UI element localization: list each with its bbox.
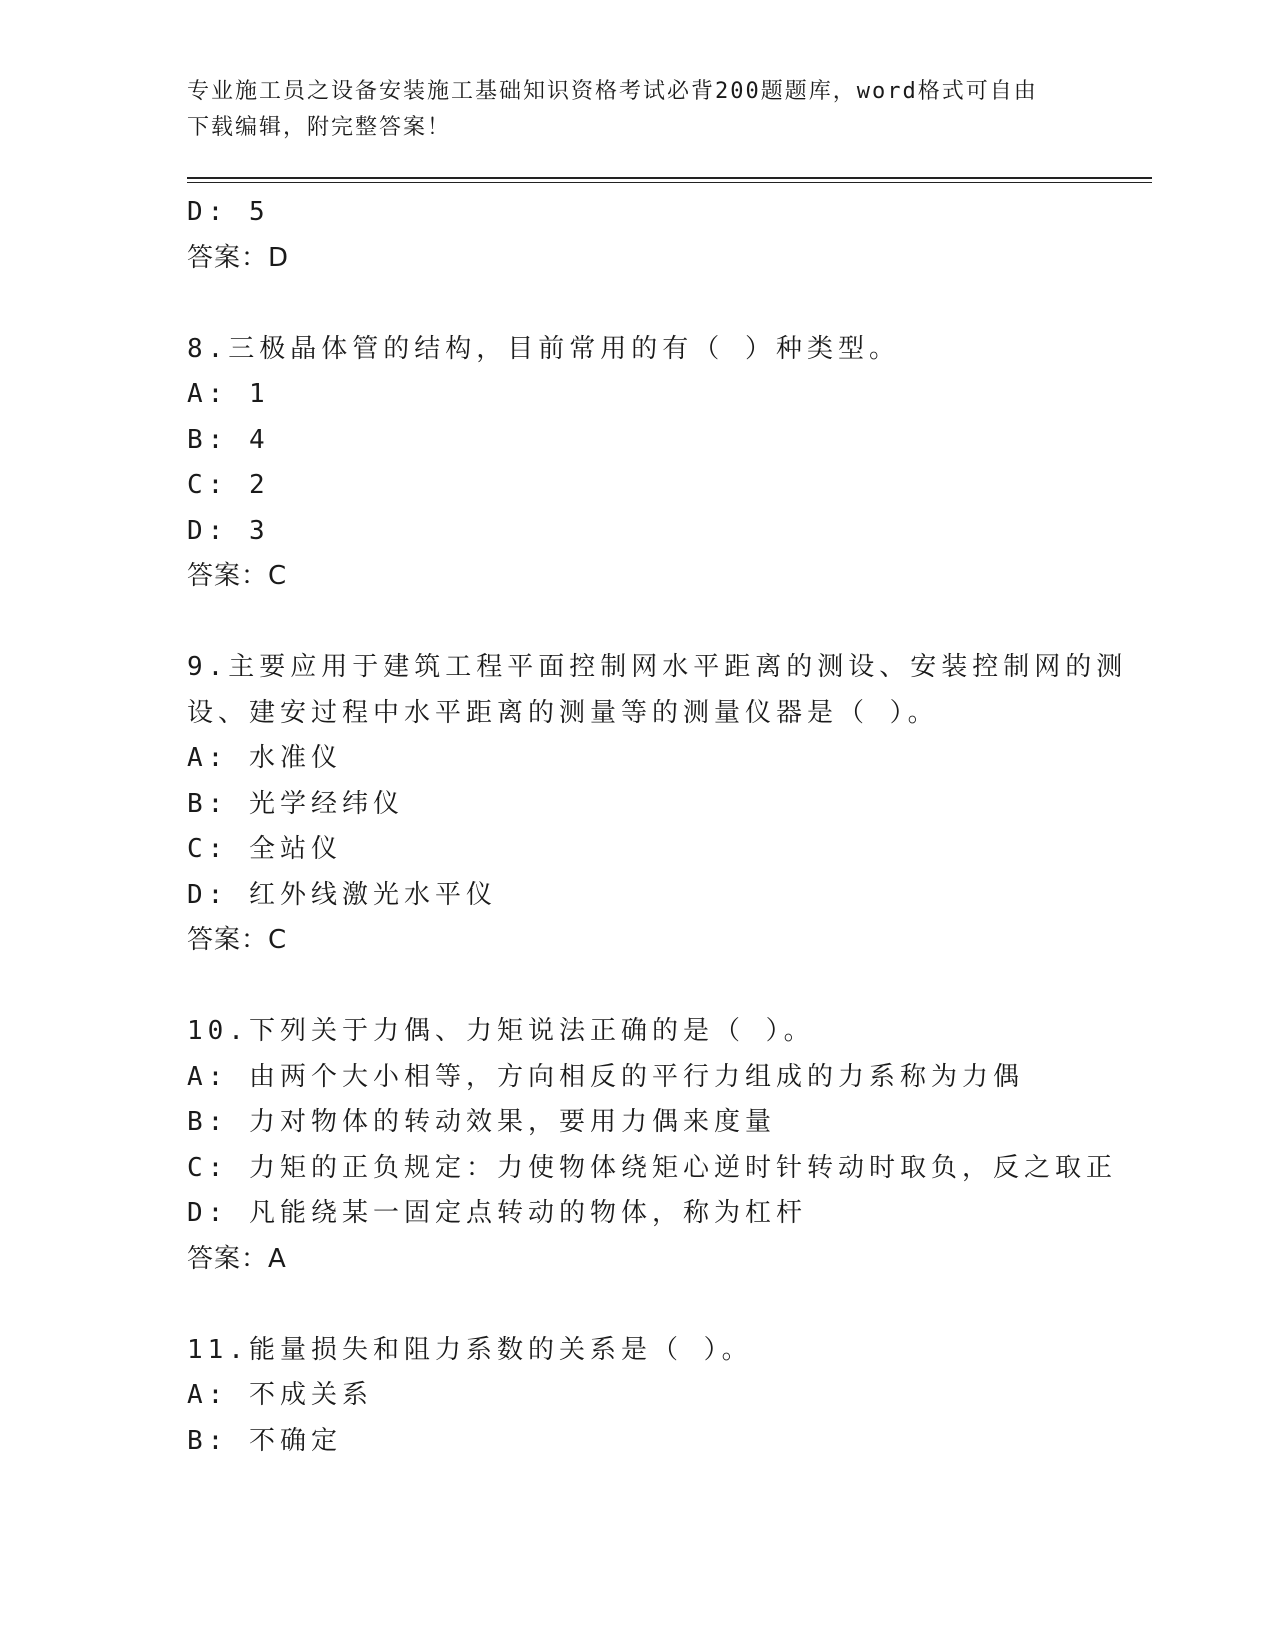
option-d: D: 5 [187,197,270,227]
question-stem: 10.下列关于力偶、力矩说法正确的是（ ）。 [187,1016,815,1046]
option-a: A: 1 [187,379,270,409]
question-8 [187,327,1152,600]
option-b: B: 4 [187,424,270,455]
question-list [187,190,1152,1464]
answer-label: 答案：C [187,561,288,591]
option-a: A: 由两个大小相等，方向相反的平行力组成的力系称为力偶 [187,1061,1024,1092]
question-11 [187,1328,1152,1465]
header-divider-thick [187,177,1152,179]
option-c: C: 2 [187,470,270,500]
spacer [187,600,1152,646]
option-a: A: 不成关系 [187,1380,373,1410]
option-b: B: 光学经纬仪 [187,788,404,819]
option-b: B: 力对物体的转动效果，要用力偶来度量 [187,1107,776,1137]
option-a: A: 水准仪 [187,743,342,773]
question-stem-line1: 9.主要应用于建筑工程平面控制网水平距离的测设、安装控制网的测 [187,652,1128,682]
question-stem: 8.三极晶体管的结构，目前常用的有（ ）种类型。 [187,333,900,364]
spacer [187,1282,1152,1328]
spacer [187,964,1152,1010]
option-c: C: 全站仪 [187,834,342,864]
option-c: C: 力矩的正负规定：力使物体绕矩心逆时针转动时取负，反之取正 [187,1152,1117,1183]
header-title-line2: 下载编辑，附完整答案！ [187,115,452,140]
question-stem-line2: 设、建安过程中水平距离的测量等的测量仪器是（ ）。 [187,697,939,728]
question-stem: 11.能量损失和阻力系数的关系是（ ）。 [187,1334,753,1365]
spacer [187,281,1152,327]
option-d: D: 凡能绕某一固定点转动的物体，称为杠杆 [187,1198,807,1228]
option-b: B: 不确定 [187,1425,342,1456]
question-9 [187,645,1152,964]
option-d: D: 红外线激光水平仪 [187,879,497,910]
option-d: D: 3 [187,515,270,546]
question-10 [187,1009,1152,1282]
answer-label: 答案：A [187,1243,287,1274]
header-title-line1: 专业施工员之设备安装施工基础知识资格考试必背200题题库，word格式可自由 [187,79,1038,104]
question-7-tail [187,190,1152,281]
answer-label: 答案：C [187,925,288,955]
answer-label: 答案：D [187,242,290,273]
document-header [187,74,1087,146]
header-divider-thin [187,182,1152,183]
